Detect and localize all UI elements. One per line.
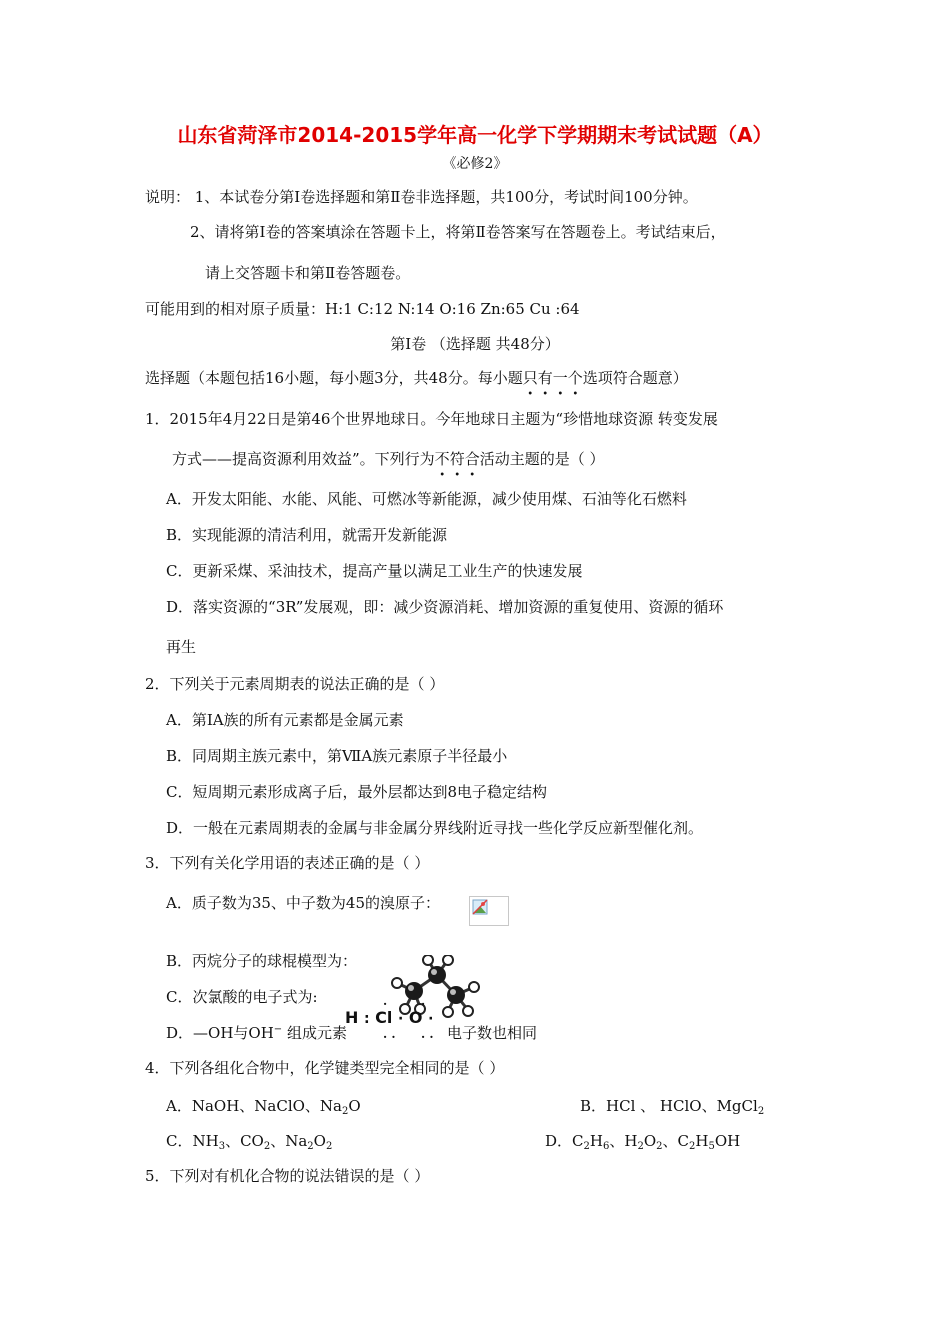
section-title: 第Ⅰ卷 （选择题 共48分） [390,335,560,353]
instruction-1: 说明： 1、本试卷分第Ⅰ卷选择题和第Ⅱ卷非选择题，共100分，考试时间100分钟。 [145,188,698,206]
q5-stem: 5．下列对有机化合物的说法错误的是（ ） [145,1167,430,1185]
q3-option-c: C．次氯酸的电子式为: [166,988,318,1006]
document-subtitle: 《必修2》 [442,156,508,172]
instruction-2-cont: 请上交答题卡和第Ⅱ卷答题卷。 [205,264,411,282]
q1-option-c: C．更新采煤、采油技术，提高产量以满足工业生产的快速发展 [166,562,583,580]
q4-option-d [545,1131,740,1151]
q1-text-pre: 方式——提高资源利用效益”。下列行为 [172,450,435,468]
q4-d-text: OH [714,1132,741,1150]
q2-stem: 2．下列关于元素周期表的说法正确的是（ ） [145,675,445,693]
q3-d-text-pre: D．—OH与OH [166,1024,274,1042]
emphasis-char: 一 [552,369,568,387]
subscript: 2 [637,1141,644,1152]
q2-option-a: A．第IA族的所有元素都是金属元素 [166,711,404,729]
q4-stem: 4．下列各组化合物中，化学键类型完全相同的是（ ） [145,1059,505,1077]
broken-image-icon [469,896,509,926]
q2-option-d: D．一般在元素周期表的金属与非金属分界线附近寻找一些化学反应新型催化剂。 [166,819,704,837]
lewis-dots-top: · [421,997,426,1011]
intro-text-post: 选项符合题意） [582,369,688,387]
lewis-cl: Cl [375,1008,393,1027]
intro-text-pre: 选择题（本题包括16小题，每小题3分，共48分。每小题 [145,369,523,387]
q2-option-b: B．同周期主族元素中，第ⅦA族元素原子半径最小 [166,747,508,765]
q1-option-d: D．落实资源的“3R”发展观，即：减少资源消耗、增加资源的重复使用、资源的循环 [166,598,724,616]
q3-d-text-mid: 组成元素 [282,1024,347,1042]
q4-a-text: A．NaOH、NaClO、Na [166,1097,342,1115]
q4-c-text: 、Na [270,1132,308,1150]
q1-option-d-cont: 再生 [166,638,197,656]
document-title: 山东省菏泽市2014-2015学年高一化学下学期期末考试试题（A） [177,123,773,147]
subscript: 6 [602,1141,610,1152]
subscript: 2 [689,1141,696,1152]
section-intro [145,368,688,388]
atomic-masses: 可能用到的相对原子质量：H:1 C:12 N:14 O:16 Zn:65 Cu :64 [145,300,580,318]
q4-b-text: B．HCl 、 HClO、MgCl [580,1097,758,1115]
q4-d-text: 、C [662,1132,689,1150]
q1-stem: 1．2015年4月22日是第46个世界地球日。今年地球日主题为“珍惜地球资源 转变发展 [145,410,718,428]
q4-option-b [580,1096,764,1116]
subscript: 2 [342,1106,349,1117]
q4-d-text: O [643,1132,657,1150]
q3-d-superscript: − [273,1024,283,1035]
q4-d-text: H [589,1132,603,1150]
lewis-dots-bottom: · · [383,1030,396,1044]
q4-c-text: 、CO [225,1132,264,1150]
lewis-o: O [408,1008,423,1027]
q1-stem-cont [172,449,605,469]
emphasis-char: 只 [522,369,538,387]
subscript: 2 [757,1106,765,1117]
q1-option-b: B．实现能源的清洁利用，就需开发新能源 [166,526,448,544]
subscript: 2 [325,1141,333,1152]
q4-c-text: O [313,1132,326,1150]
q3-option-a: A．质子数为35、中子数为45的溴原子： [166,894,441,912]
lewis-dots-bottom: · · [421,1030,434,1044]
emphasis-char: 合 [464,450,480,468]
q1-text-post: 活动主题的是（ ） [479,450,605,468]
emphasis-char: 不 [434,450,450,468]
q4-option-c [166,1131,332,1151]
q4-option-a [166,1096,361,1116]
subscript: 2 [263,1141,271,1152]
q4-d-text: 、H [609,1132,638,1150]
lewis-dots-top: · [383,997,388,1011]
emphasis-char: 有 [537,369,553,387]
emphasis-char: 个 [567,369,583,387]
q1-option-a: A．开发太阳能、水能、风能、可燃冰等新能源，减少使用煤、石油等化石燃料 [166,490,687,508]
q3-stem: 3．下列有关化学用语的表述正确的是（ ） [145,854,430,872]
lewis-h: H [345,1008,359,1027]
subscript: 3 [218,1141,226,1152]
q4-a-text: O [348,1097,361,1115]
emphasis-char: 符 [449,450,465,468]
q4-c-text: C．NH [166,1132,219,1150]
q3-d-text-post: 电子数也相同 [446,1024,537,1042]
subscript: 5 [708,1141,715,1152]
hclo-electron-formula: H : Cl · O · [345,1008,434,1027]
instruction-2: 2、请将第Ⅰ卷的答案填涂在答题卡上，将第Ⅱ卷答案写在答题卷上。考试结束后， [190,223,726,241]
q4-d-text: H [695,1132,709,1150]
subscript: 2 [656,1141,663,1152]
q3-option-b: B．丙烷分子的球棍模型为： [166,952,358,970]
subscript: 2 [307,1141,314,1152]
subscript: 2 [583,1141,590,1152]
q2-option-c: C．短周期元素形成离子后，最外层都达到8电子稳定结构 [166,783,548,801]
q4-d-text: D．C [545,1132,584,1150]
